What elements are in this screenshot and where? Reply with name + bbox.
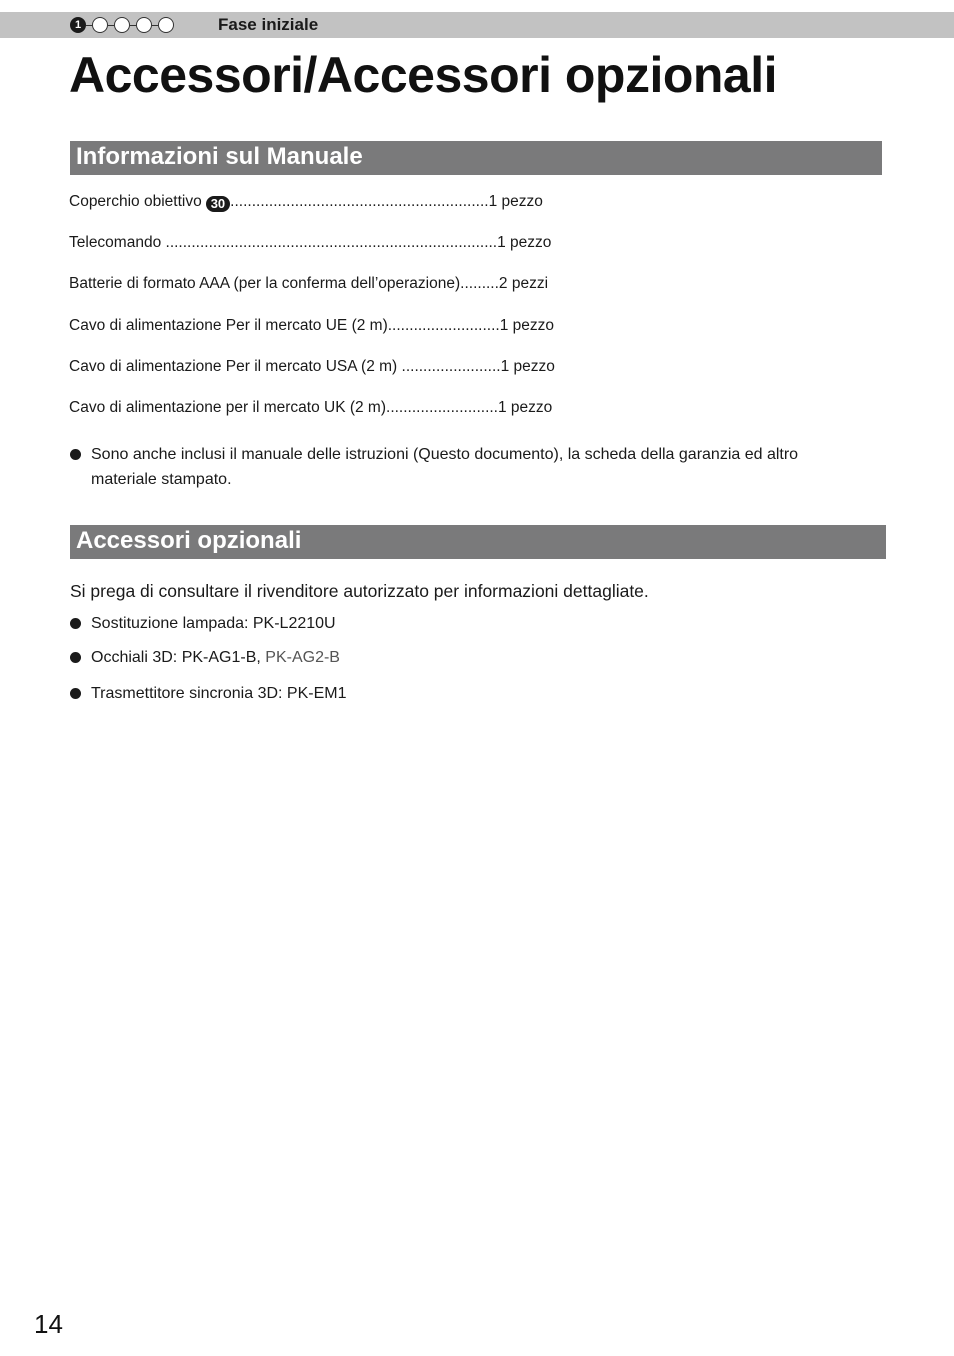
accessory-qty: 1 pezzo bbox=[499, 317, 554, 334]
leader-dots: ............................................................................. bbox=[165, 234, 498, 251]
accessory-name: Cavo di alimentazione Per il mercato USA (2 m) bbox=[69, 358, 398, 375]
accessory-row bbox=[69, 358, 555, 376]
leader-dots: .......................... bbox=[386, 399, 498, 416]
accessory-row bbox=[69, 234, 551, 252]
accessory-row bbox=[69, 399, 552, 417]
accessory-row bbox=[69, 193, 543, 212]
step-circle-4 bbox=[136, 17, 152, 33]
optional-intro: Si prega di consultare il rivenditore autorizzato per informazioni dettagliate. bbox=[70, 581, 649, 601]
note-text bbox=[91, 442, 871, 492]
step-circle-2 bbox=[92, 17, 108, 33]
step-circle-3 bbox=[114, 17, 130, 33]
optional-item-extra: PK-AG2-B bbox=[260, 649, 340, 666]
step-circle-5 bbox=[158, 17, 174, 33]
optional-item-text: Occhiali 3D: PK-AG1-B, bbox=[91, 649, 261, 666]
page-number: 14 bbox=[34, 1309, 63, 1339]
accessory-name: Cavo di alimentazione per il mercato UK (2 m) bbox=[69, 399, 387, 416]
accessory-qty: 1 pezzo bbox=[488, 193, 543, 210]
accessory-qty: 1 pezzo bbox=[500, 358, 555, 375]
optional-item bbox=[91, 645, 340, 670]
accessory-qty: 1 pezzo bbox=[497, 234, 552, 251]
note-line: materiale stampato. bbox=[91, 471, 232, 488]
leader-dots: ............................................................ bbox=[230, 193, 489, 210]
note-line: Sono anche inclusi il manuale delle istruzioni (Questo documento), la scheda della garanzia ed altro bbox=[91, 446, 799, 463]
bullet-icon bbox=[70, 652, 81, 663]
optional-item: Sostituzione lampada: PK-L2210U bbox=[91, 615, 336, 632]
leader-dots: .......................... bbox=[387, 317, 500, 334]
leader-dots: ......... bbox=[460, 275, 499, 292]
accessory-row bbox=[69, 317, 554, 335]
step-indicator bbox=[70, 16, 174, 34]
section-heading-manual: Informazioni sul Manuale bbox=[70, 141, 882, 175]
step-circle-1: 1 bbox=[70, 17, 86, 33]
section-label: Fase iniziale bbox=[218, 15, 319, 34]
accessory-name: Cavo di alimentazione Per il mercato UE (2 m) bbox=[69, 317, 388, 334]
accessory-row bbox=[69, 275, 548, 293]
accessory-qty: 2 pezzi bbox=[498, 275, 549, 292]
accessory-qty: 1 pezzo bbox=[497, 399, 553, 416]
accessory-name: Telecomando bbox=[69, 234, 162, 251]
page-reference-badge[interactable]: 30 bbox=[206, 196, 230, 212]
accessory-name: Coperchio obiettivo bbox=[69, 193, 202, 210]
accessory-name: Batterie di formato AAA (per la conferma dell’operazione) bbox=[69, 275, 461, 292]
leader-dots: ....................... bbox=[397, 358, 501, 375]
optional-item: Trasmettitore sincronia 3D: PK-EM1 bbox=[91, 685, 347, 702]
section-heading-optional: Accessori opzionali bbox=[70, 525, 886, 559]
page-title: Accessori/Accessori opzionali bbox=[69, 47, 778, 103]
bullet-icon bbox=[70, 618, 81, 629]
bullet-icon bbox=[70, 688, 81, 699]
bullet-icon bbox=[70, 449, 81, 460]
